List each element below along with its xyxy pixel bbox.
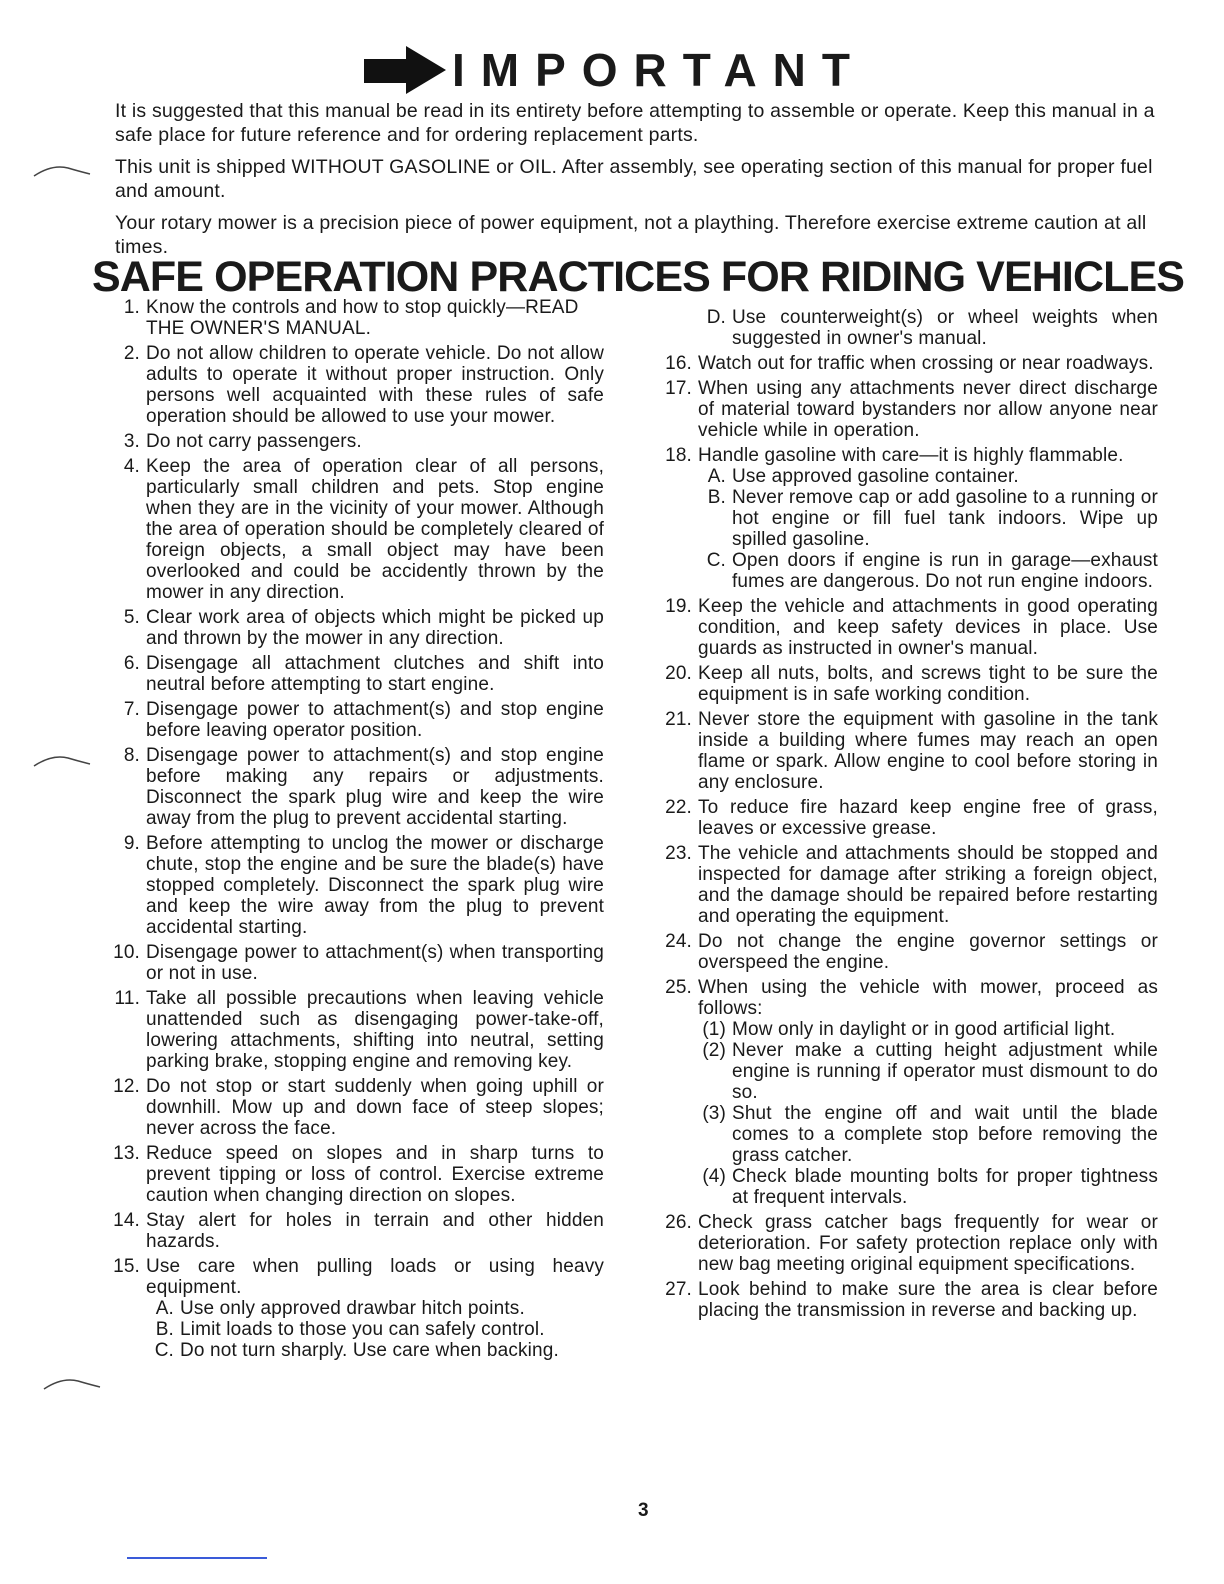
- margin-mark: [32, 162, 92, 178]
- rule-subitem: (2) Never make a cutting height adjustment while engine is running if operator must dismount to do so.: [702, 1040, 1158, 1103]
- rule-item: 5. Clear work area of objects which might be picked up and thrown by the mower in any direction.: [123, 607, 604, 649]
- rule-item: 18. Handle gasoline with care—it is highly flammable.: [665, 445, 1124, 466]
- rule-item: 20. Keep all nuts, bolts, and screws tight to be sure the equipment is in safe working condition.: [665, 663, 1158, 705]
- rule-item: 21. Never store the equipment with gasoline in the tank inside a building where fumes may reach an open flame or spark. Allow engine to cool before storing in any enclosure.: [665, 709, 1158, 793]
- rule-item: 15. Use care when pulling loads or using heavy equipment.: [113, 1256, 604, 1298]
- rule-item: 27. Look behind to make sure the area is clear before placing the transmission in reverse and backing up.: [665, 1279, 1158, 1321]
- rule-item: 12. Do not stop or start suddenly when going uphill or downhill. Mow up and down face of steep slopes; never across the face.: [113, 1076, 604, 1139]
- rules-column-right: [656, 307, 1158, 1325]
- rule-item: 4. Keep the area of operation clear of all persons, particularly small children and pets. Stop engine when they are in the vicinity of your mower. Although the area of operation should be completely cleared of foreign objects, a small object may have been overlooked and could be accidently thrown by the mower in any direction.: [123, 456, 604, 603]
- intro-paragraph-2: This unit is shipped WITHOUT GASOLINE or OIL. After assembly, see operating section of this manual for proper fuel and amount.: [115, 156, 1153, 202]
- rule-item: 25. When using the vehicle with mower, proceed as follows:: [665, 977, 1158, 1019]
- rule-subitems: [698, 1019, 1158, 1208]
- intro-paragraph-3: Your rotary mower is a precision piece of power equipment, not a plaything. Therefore exercise extreme caution at all times.: [115, 212, 1147, 258]
- right-arrow-icon: [362, 44, 448, 96]
- rule-subitem: C. Open doors if engine is run in garage—exhaust fumes are dangerous. Do not run engine indoors.: [706, 550, 1158, 592]
- rule-subitem: D. Use counterweight(s) or wheel weights when suggested in owner's manual.: [706, 307, 1158, 349]
- section-title: SAFE OPERATION PRACTICES FOR RIDING VEHICLES: [92, 253, 1185, 301]
- margin-mark: [32, 752, 92, 768]
- rule-item: 6. Disengage all attachment clutches and shift into neutral before attempting to start engine.: [123, 653, 604, 695]
- rule-subitem: B. Limit loads to those you can safely control.: [155, 1319, 545, 1340]
- page-number: 3: [638, 1500, 649, 1521]
- rule-subitems: [698, 466, 1158, 592]
- rule-item: 1. Know the controls and how to stop quickly—READ THE OWNER'S MANUAL.: [123, 297, 579, 339]
- rule-subitem: (4) Check blade mounting bolts for proper tightness at frequent intervals.: [702, 1166, 1158, 1208]
- rule-subitems: [146, 1298, 604, 1361]
- rule-item: 16. Watch out for traffic when crossing or near roadways.: [665, 353, 1154, 374]
- rule-item: 13. Reduce speed on slopes and in sharp turns to prevent tipping or loss of control. Exercise extreme caution when changing direction on slopes.: [113, 1143, 604, 1206]
- rule-subitems: [698, 307, 1158, 349]
- rule-item: 17. When using any attachments never direct discharge of material toward bystanders nor allow anyone near vehicle while in operation.: [665, 378, 1158, 441]
- intro-paragraph-1: It is suggested that this manual be read in its entirety before attempting to assemble or operate. Keep this manual in a safe place for future reference and for ordering replacement parts.: [115, 100, 1155, 146]
- rule-item: 22. To reduce fire hazard keep engine free of grass, leaves or excessive grease.: [665, 797, 1158, 839]
- rule-item: 14. Stay alert for holes in terrain and other hidden hazards.: [113, 1210, 604, 1252]
- footer-rule: [127, 1557, 267, 1559]
- rule-subitem: (1) Mow only in daylight or in good artificial light.: [702, 1019, 1116, 1040]
- rule-item: 11. Take all possible precautions when leaving vehicle unattended such as disengaging power-take-off, lowering attachments, shifting into neutral, setting parking brake, stopping engine and removing key.: [114, 988, 604, 1072]
- rule-subitem: (3) Shut the engine off and wait until the blade comes to a complete stop before removing the grass catcher.: [702, 1103, 1158, 1166]
- rule-item: 26. Check grass catcher bags frequently for wear or deterioration. For safety protection replace only with new bag meeting original equipment specifications.: [665, 1212, 1158, 1275]
- rule-subitem: A. Use approved gasoline container.: [707, 466, 1019, 487]
- rule-item: 8. Disengage power to attachment(s) and stop engine before making any repairs or adjustments. Disconnect the spark plug wire and keep the wire away from the plug to prevent accidental starting.: [123, 745, 604, 829]
- rule-subitem: A. Use only approved drawbar hitch points.: [155, 1298, 525, 1319]
- rule-item: 3. Do not carry passengers.: [123, 431, 362, 452]
- rule-item: 19. Keep the vehicle and attachments in good operating condition, and keep safety devices in place. Use guards as instructed in owner's manual.: [665, 596, 1158, 659]
- important-title: IMPORTANT: [452, 44, 867, 96]
- margin-mark: [42, 1375, 102, 1391]
- rule-item: 2. Do not allow children to operate vehicle. Do not allow adults to operate it without proper instruction. Only persons well acquainted with these rules of safe operation should be allowed to use your mower.: [123, 343, 604, 427]
- rule-item: 9. Before attempting to unclog the mower or discharge chute, stop the engine and be sure the blade(s) have stopped completely. Disconnect the spark plug wire and keep the wire away from the plug to prevent accidental starting.: [123, 833, 604, 938]
- rule-item: 7. Disengage power to attachment(s) and stop engine before leaving operator position.: [123, 699, 604, 741]
- rule-item: 10. Disengage power to attachment(s) when transporting or not in use.: [113, 942, 604, 984]
- rule-item: 23. The vehicle and attachments should be stopped and inspected for damage after striking a foreign object, and the damage should be repaired before restarting and operating the equipment.: [665, 843, 1158, 927]
- rule-subitem: B. Never remove cap or add gasoline to a running or hot engine or fill fuel tank indoors. Wipe up spilled gasoline.: [707, 487, 1158, 550]
- important-header: [362, 40, 866, 100]
- rule-item: 24. Do not change the engine governor settings or overspeed the engine.: [665, 931, 1158, 973]
- rule-subitem: C. Do not turn sharply. Use care when backing.: [154, 1340, 559, 1361]
- rules-column-left: [104, 297, 604, 1365]
